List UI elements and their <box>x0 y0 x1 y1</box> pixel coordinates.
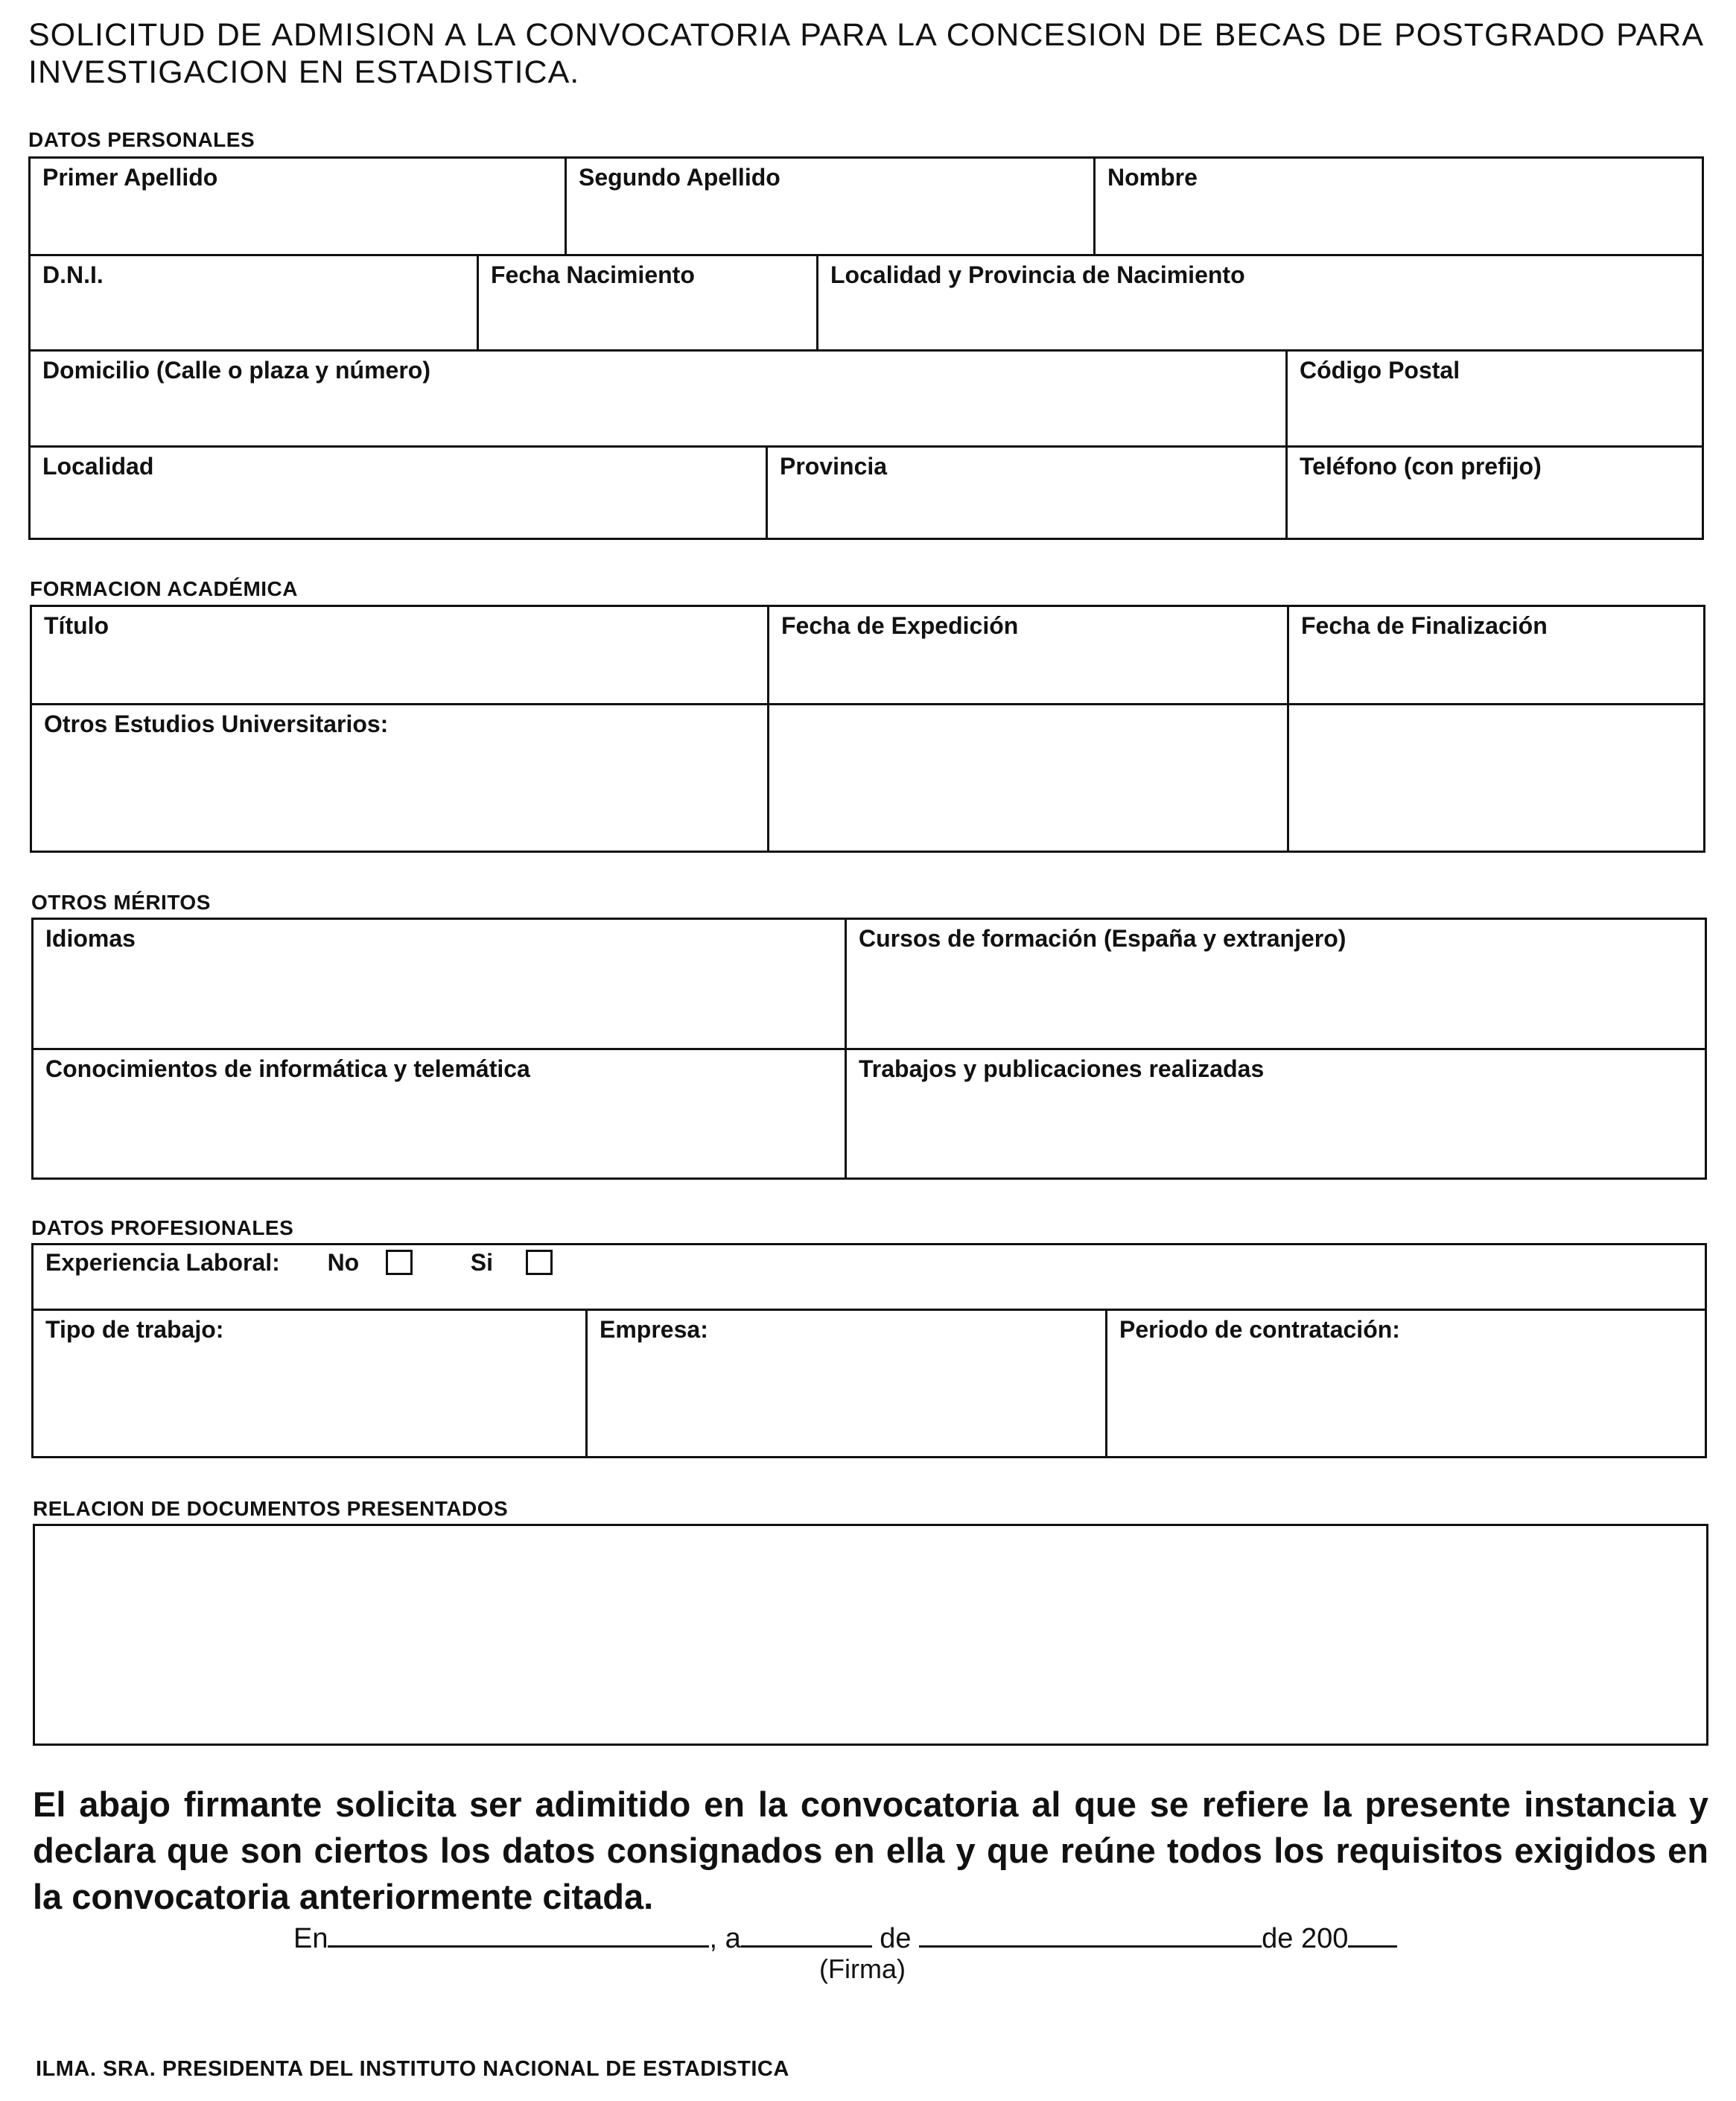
si-checkbox[interactable] <box>526 1250 553 1275</box>
codigo-postal-field[interactable] <box>1285 349 1704 445</box>
en-label: En <box>293 1923 328 1954</box>
localidad-label: Localidad <box>42 453 154 480</box>
fecha-expedicion-field[interactable] <box>767 607 1287 703</box>
otros-estudios-fecha-finalizacion-field[interactable] <box>1287 703 1705 853</box>
provincia-label: Provincia <box>780 453 888 480</box>
ano-blank[interactable] <box>1348 1920 1397 1948</box>
meritos-table <box>31 918 1707 1180</box>
de-label: de <box>880 1923 912 1954</box>
declaration-text: El abajo firmante solicita ser adimitido en la convocatoria al que se refiere la presente instancia y declara que son ciertos los datos consignados en ella y que reúne todos los requisitos exigidos en la convocatoria anteriormente citada. <box>33 1784 1708 1916</box>
section-heading-personal: DATOS PERSONALES <box>28 128 255 151</box>
lugar-nacimiento-label: Localidad y Provincia de Nacimiento <box>830 261 1245 288</box>
dni-field[interactable] <box>31 254 477 349</box>
experiencia-laboral-group <box>45 1248 553 1277</box>
documentos-field[interactable] <box>33 1524 1708 1746</box>
fecha-expedicion-label: Fecha de Expedición <box>781 612 1019 639</box>
nombre-label: Nombre <box>1107 164 1198 191</box>
provincia-field[interactable] <box>766 445 1285 540</box>
firma-label: (Firma) <box>819 1954 906 1984</box>
addressee-footer: ILMA. SRA. PRESIDENTA DEL INSTITUTO NACIONAL DE ESTADISTICA <box>36 2057 789 2081</box>
otros-estudios-fecha-expedicion-field[interactable] <box>767 703 1287 853</box>
periodo-field[interactable] <box>1105 1309 1707 1458</box>
localidad-field[interactable] <box>31 445 766 540</box>
empresa-field[interactable] <box>585 1309 1105 1458</box>
fecha-nacimiento-label: Fecha Nacimiento <box>491 261 695 288</box>
personal-data-table <box>28 156 1704 540</box>
segundo-apellido-field[interactable] <box>565 159 1093 254</box>
fecha-nacimiento-field[interactable] <box>477 254 816 349</box>
dia-blank[interactable] <box>741 1920 872 1948</box>
primer-apellido-label: Primer Apellido <box>42 164 218 191</box>
section-heading-profesionales: DATOS PROFESIONALES <box>31 1216 294 1239</box>
informatica-field[interactable] <box>34 1048 845 1180</box>
mes-blank[interactable] <box>919 1920 1262 1948</box>
experiencia-label: Experiencia Laboral: <box>45 1249 280 1276</box>
a-label: , a <box>709 1923 741 1954</box>
academic-table <box>30 605 1705 853</box>
primer-apellido-field[interactable] <box>31 159 565 254</box>
signature-date-line <box>293 1920 1397 1955</box>
tipo-trabajo-label: Tipo de trabajo: <box>45 1316 224 1343</box>
telefono-field[interactable] <box>1285 445 1704 540</box>
no-checkbox[interactable] <box>386 1250 413 1275</box>
profesionales-table <box>31 1243 1707 1458</box>
no-label: No <box>327 1249 360 1276</box>
segundo-apellido-label: Segundo Apellido <box>579 164 780 191</box>
section-heading-meritos: OTROS MÉRITOS <box>31 891 211 914</box>
trabajos-field[interactable] <box>845 1048 1707 1180</box>
lugar-blank[interactable] <box>328 1920 709 1948</box>
otros-estudios-label: Otros Estudios Universitarios: <box>44 711 389 737</box>
cursos-label: Cursos de formación (España y extranjero) <box>859 925 1346 952</box>
experiencia-row <box>34 1245 1707 1309</box>
form-title: SOLICITUD DE ADMISION A LA CONVOCATORIA PARA LA CONCESION DE BECAS DE POSTGRADO PARA INVESTIGACION EN ESTADISTICA. <box>28 17 1704 90</box>
lugar-nacimiento-field[interactable] <box>816 254 1704 349</box>
domicilio-label: Domicilio (Calle o plaza y número) <box>42 357 430 384</box>
nombre-field[interactable] <box>1093 159 1704 254</box>
periodo-label: Periodo de contratación: <box>1119 1316 1400 1343</box>
tipo-trabajo-field[interactable] <box>34 1309 585 1458</box>
informatica-label: Conocimientos de informática y telemática <box>45 1055 530 1082</box>
si-label: Si <box>470 1249 494 1276</box>
empresa-label: Empresa: <box>600 1316 708 1343</box>
section-heading-documentos: RELACION DE DOCUMENTOS PRESENTADOS <box>33 1497 509 1520</box>
idiomas-field[interactable] <box>34 920 845 1048</box>
dni-label: D.N.I. <box>42 261 104 288</box>
codigo-postal-label: Código Postal <box>1300 357 1460 384</box>
otros-estudios-field[interactable] <box>32 703 767 853</box>
trabajos-label: Trabajos y publicaciones realizadas <box>859 1055 1265 1082</box>
idiomas-label: Idiomas <box>45 925 136 952</box>
cursos-field[interactable] <box>845 920 1707 1048</box>
fecha-finalizacion-label: Fecha de Finalización <box>1301 612 1548 639</box>
titulo-label: Título <box>44 612 109 639</box>
domicilio-field[interactable] <box>31 349 1285 445</box>
de-ano-label: de 200 <box>1262 1923 1349 1954</box>
titulo-field[interactable] <box>32 607 767 703</box>
section-heading-academica: FORMACION ACADÉMICA <box>30 577 298 600</box>
fecha-finalizacion-field[interactable] <box>1287 607 1705 703</box>
telefono-label: Teléfono (con prefijo) <box>1300 453 1542 480</box>
